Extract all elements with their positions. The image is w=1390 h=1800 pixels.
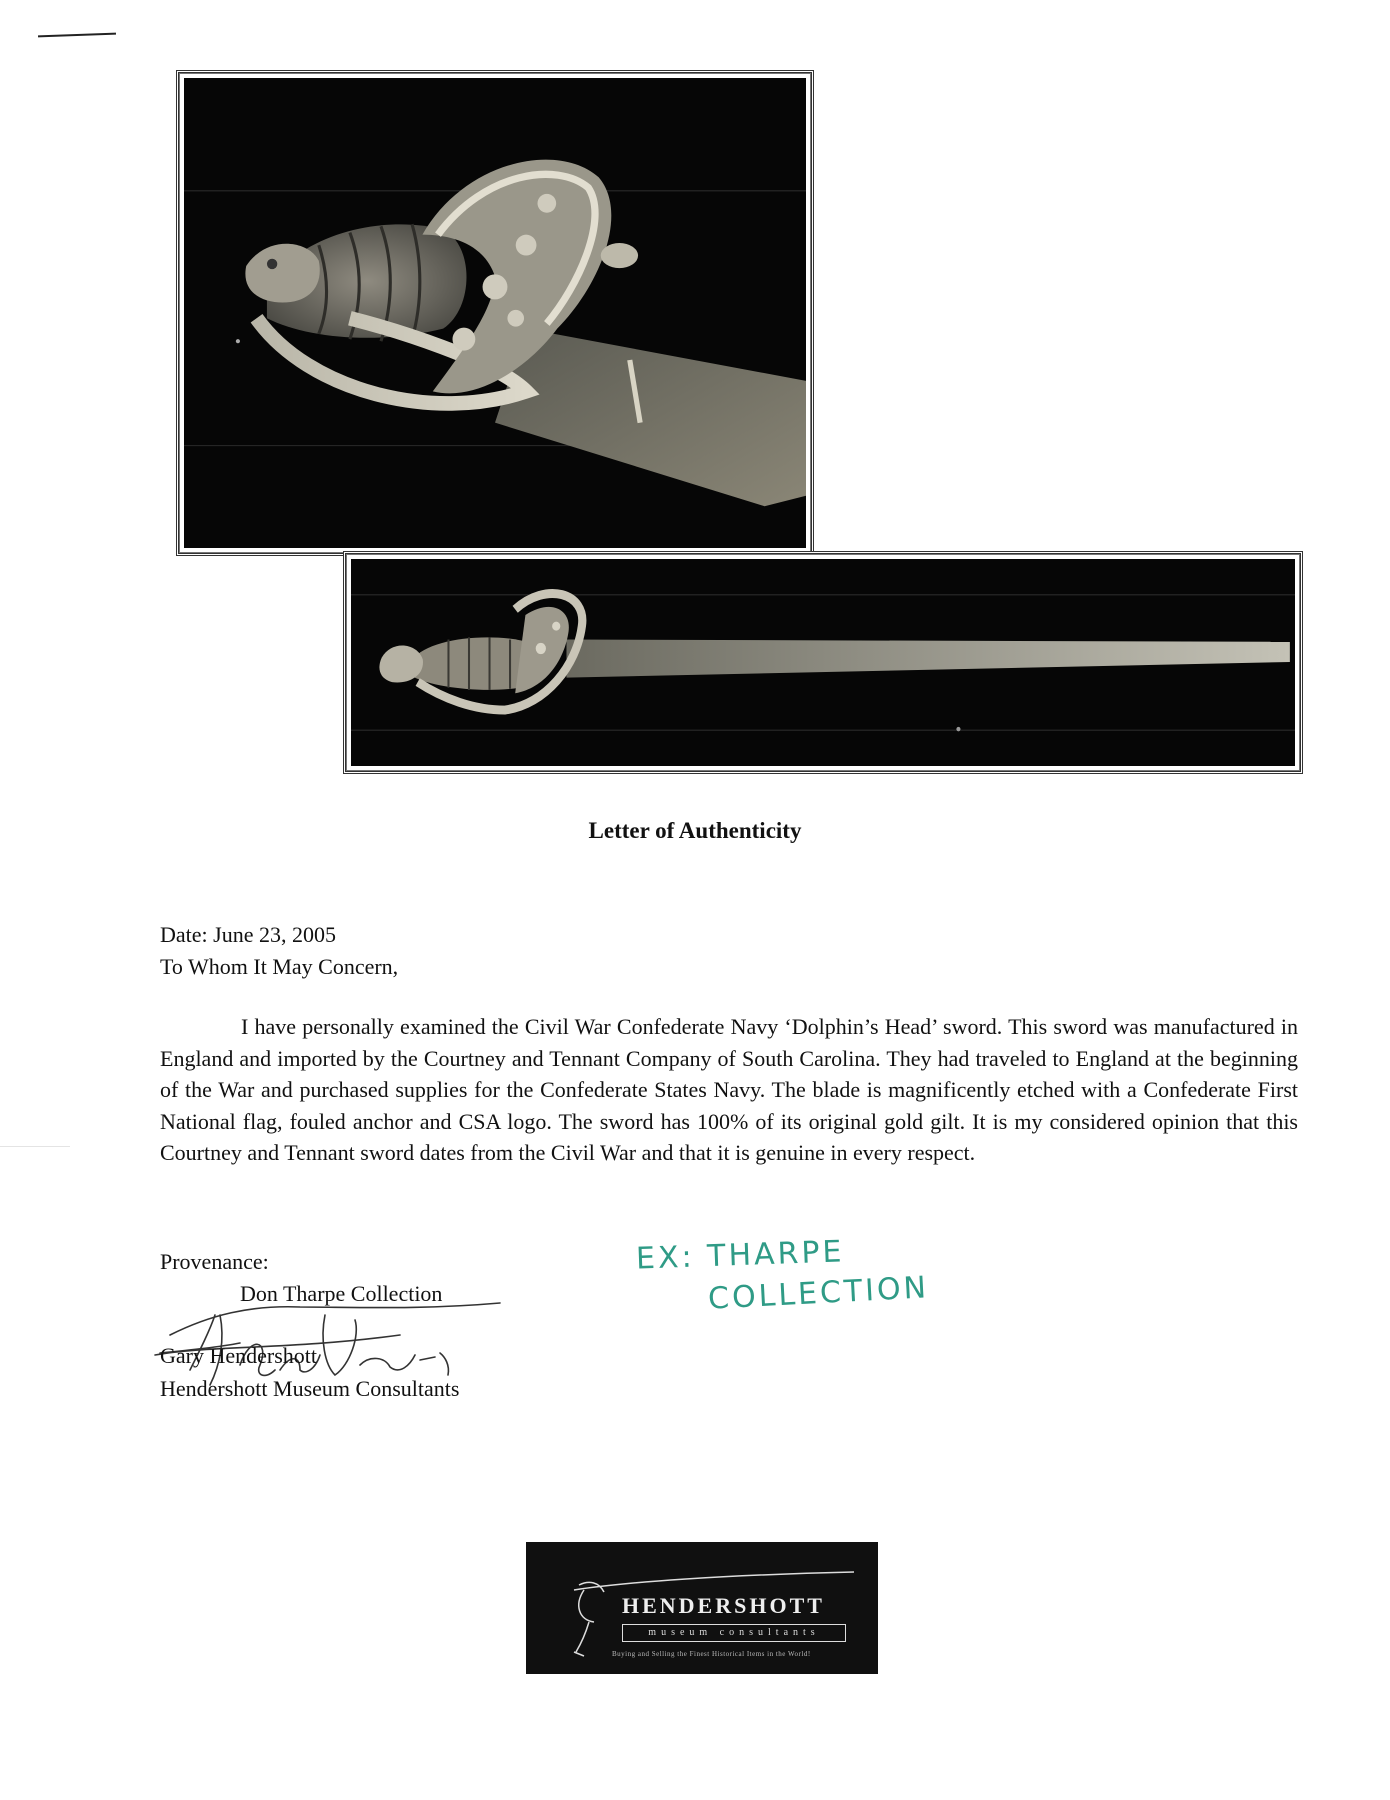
sword-hilt-image xyxy=(184,78,806,548)
hendershott-logo xyxy=(526,1542,878,1674)
logo-tagline: Buying and Selling the Finest Historical Items in the World! xyxy=(612,1650,811,1658)
scan-mark xyxy=(0,1146,70,1147)
provenance-label: Provenance: xyxy=(160,1249,269,1274)
logo-name: HENDERSHOTT xyxy=(622,1593,825,1618)
corner-mark xyxy=(38,33,116,38)
logo-subtitle: museum consultants xyxy=(622,1624,846,1642)
full-sword-photo xyxy=(343,551,1303,774)
sword-hilt-illustration xyxy=(184,78,806,548)
signer-company: Hendershott Museum Consultants xyxy=(160,1376,460,1401)
date-line: Date: June 23, 2005 xyxy=(160,922,336,947)
full-sword-image xyxy=(351,559,1295,766)
handwritten-annotation-line2: COLLECTION xyxy=(707,1270,930,1317)
full-sword-illustration xyxy=(351,559,1295,766)
salutation: To Whom It May Concern, xyxy=(160,954,399,979)
signer-name: Gary Hendershott xyxy=(160,1343,318,1368)
sword-hilt-photo xyxy=(176,70,814,556)
provenance-value: Don Tharpe Collection xyxy=(240,1281,443,1306)
letter-body: I have personally examined the Civil War Confederate Navy ‘Dolphin’s Head’ sword. This sword was manufactured in England and imported by the Courtney and Tennant Company of South Carolina. They had traveled to England at the beginning of the War and purchased supplies for the Confederate States Navy. The blade is magnificently etched with a Confederate First National flag, fouled anchor and CSA logo. The sword has 100% of its original gold gilt. It is my considered opinion that this Courtney and Tennant sword dates from the Civil War and that it is genuine in every respect. xyxy=(160,1014,1298,1166)
letter-title: Letter of Authenticity xyxy=(588,818,802,843)
handwritten-annotation-line1: EX: THARPE xyxy=(635,1234,846,1277)
